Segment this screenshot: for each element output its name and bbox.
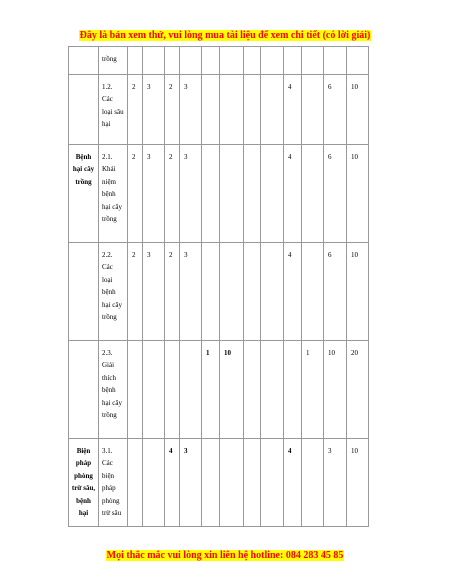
value-cell — [143, 341, 165, 439]
value-cell — [302, 243, 324, 341]
value-cell: 10 — [347, 243, 369, 341]
value-cell — [347, 47, 369, 75]
value-cell: 10 — [347, 75, 369, 145]
value-cell: 2 — [128, 145, 143, 243]
subtopic-cell: 3.1. Các biện pháp phòng trừ sâu — [99, 439, 128, 527]
table-row — [69, 145, 369, 243]
value-cell — [128, 47, 143, 75]
value-cell — [302, 145, 324, 243]
table-row — [69, 439, 369, 527]
value-cell — [244, 75, 261, 145]
value-cell — [261, 75, 284, 145]
topic-cell — [69, 47, 99, 75]
table-row — [69, 243, 369, 341]
value-cell — [202, 75, 220, 145]
value-cell: 3 — [180, 145, 202, 243]
value-cell: 1 — [202, 341, 220, 439]
subtopic-cell: 2.3. Giải thích bệnh hại cây trồng — [99, 341, 128, 439]
value-cell: 2 — [128, 243, 143, 341]
value-cell — [128, 341, 143, 439]
table-row — [69, 341, 369, 439]
value-cell — [202, 145, 220, 243]
value-cell: 4 — [284, 145, 302, 243]
value-cell — [244, 243, 261, 341]
value-cell — [143, 439, 165, 527]
value-cell: 3 — [180, 75, 202, 145]
value-cell: 10 — [347, 145, 369, 243]
value-cell: 3 — [180, 439, 202, 527]
value-cell: 10 — [347, 439, 369, 527]
value-cell — [202, 439, 220, 527]
value-cell: 20 — [347, 341, 369, 439]
value-cell: 2 — [165, 75, 180, 145]
value-cell — [165, 47, 180, 75]
footer-banner — [0, 545, 450, 563]
value-cell — [220, 243, 244, 341]
value-cell: 10 — [324, 341, 347, 439]
value-cell: 2 — [165, 145, 180, 243]
table-row — [69, 75, 369, 145]
value-cell — [244, 439, 261, 527]
value-cell — [128, 439, 143, 527]
subtopic-cell: trồng — [99, 47, 128, 75]
value-cell: 3 — [180, 243, 202, 341]
value-cell: 3 — [143, 145, 165, 243]
value-cell — [302, 47, 324, 75]
subtopic-cell: 2.1. Khái niệm bệnh hại cây trồng — [99, 145, 128, 243]
value-cell — [261, 341, 284, 439]
value-cell — [244, 47, 261, 75]
value-cell: 3 — [324, 439, 347, 527]
value-cell — [220, 75, 244, 145]
header-banner-text: Đây là bản xem thử, vui lòng mua tài liệu để xem chi tiết (có lời giải) — [79, 30, 371, 41]
value-cell — [220, 47, 244, 75]
value-cell: 1 — [302, 341, 324, 439]
value-cell — [284, 341, 302, 439]
value-cell: 6 — [324, 145, 347, 243]
value-cell: 4 — [284, 439, 302, 527]
matrix-table — [68, 46, 369, 527]
value-cell — [261, 47, 284, 75]
value-cell: 4 — [165, 439, 180, 527]
value-cell — [143, 47, 165, 75]
value-cell: 6 — [324, 243, 347, 341]
value-cell: 10 — [220, 341, 244, 439]
value-cell — [220, 145, 244, 243]
matrix-table-body — [69, 47, 369, 527]
value-cell: 4 — [284, 243, 302, 341]
value-cell — [220, 439, 244, 527]
value-cell: 6 — [324, 75, 347, 145]
value-cell: 2 — [165, 243, 180, 341]
value-cell — [324, 47, 347, 75]
table-row — [69, 47, 369, 75]
value-cell — [202, 243, 220, 341]
value-cell: 2 — [128, 75, 143, 145]
value-cell — [284, 47, 302, 75]
value-cell — [180, 341, 202, 439]
topic-cell: Biện pháp phòng trừ sâu, bệnh hại — [69, 439, 99, 527]
topic-cell — [69, 75, 99, 145]
footer-banner-text: Mọi thắc mắc vui lòng xin liên hệ hotline: 084 283 45 85 — [106, 550, 344, 561]
value-cell: 3 — [143, 75, 165, 145]
value-cell — [261, 439, 284, 527]
value-cell — [244, 341, 261, 439]
topic-cell — [69, 341, 99, 439]
topic-cell: Bệnh hại cây trồng — [69, 145, 99, 243]
value-cell — [244, 145, 261, 243]
value-cell — [180, 47, 202, 75]
value-cell — [165, 341, 180, 439]
value-cell: 4 — [284, 75, 302, 145]
value-cell — [202, 47, 220, 75]
subtopic-cell: 2.2. Các loại bệnh hại cây trồng — [99, 243, 128, 341]
value-cell — [302, 439, 324, 527]
header-banner — [0, 25, 450, 43]
topic-cell — [69, 243, 99, 341]
subtopic-cell: 1.2. Các loại sâu hại — [99, 75, 128, 145]
value-cell: 3 — [143, 243, 165, 341]
value-cell — [302, 75, 324, 145]
value-cell — [261, 145, 284, 243]
value-cell — [261, 243, 284, 341]
